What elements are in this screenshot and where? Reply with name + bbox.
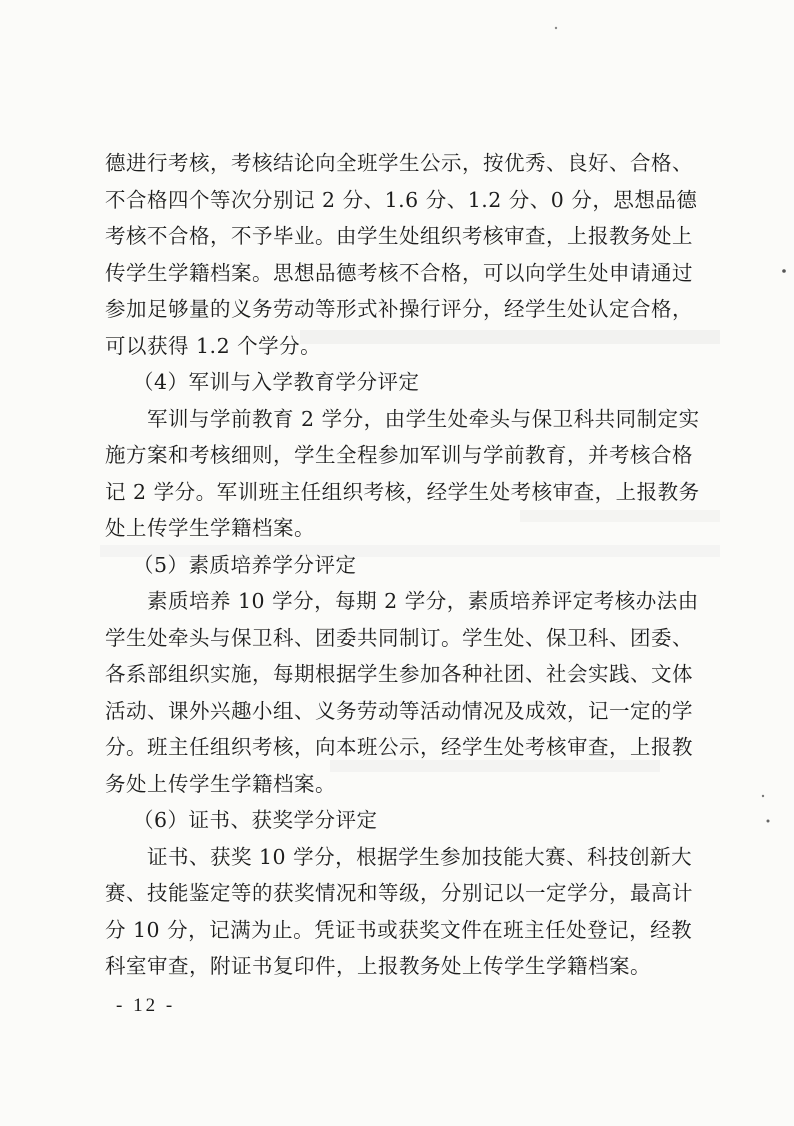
text-line: 可以获得 1.2 个学分。: [105, 333, 322, 358]
text-line: 赛、技能鉴定等的获奖情况和等级，分别记以一定学分，最高计: [105, 881, 693, 905]
text-line: 素质培养 10 学分，每期 2 学分，素质培养评定考核办法由: [147, 589, 699, 613]
text-line: 军训与学前教育 2 学分，由学生处牵头与保卫科共同制定实: [147, 406, 700, 431]
text-line: 施方案和考核细则，学生全程参加军训与学前教育，并考核合格: [105, 443, 693, 467]
text-line: 务处上传学生学籍档案。: [105, 771, 336, 796]
section-heading-6: （6）证书、获奖学分评定: [133, 808, 378, 832]
text-line: 证书、获奖 10 学分，根据学生参加技能大赛、科技创新大: [147, 844, 693, 869]
text-line: 考核不合格，不予毕业。由学生处组织考核审查，上报教务处上: [105, 224, 693, 248]
text-line: 记 2 学分。军训班主任组织考核，经学生处考核审查，上报教务: [105, 479, 700, 504]
page-number: - 12 -: [116, 995, 176, 1016]
text-line: 处上传学生学籍档案。: [105, 516, 315, 540]
body-text: [105, 145, 705, 985]
section-heading-4: （4）军训与入学教育学分评定: [133, 370, 420, 394]
text-line: 各系部组织实施，每期根据学生参加各种社团、社会实践、文体: [105, 662, 693, 686]
text-line: 活动、课外兴趣小组、义务劳动等活动情况及成效，记一定的学: [105, 698, 693, 723]
text-line: 传学生学籍档案。思想品德考核不合格，可以向学生处申请通过: [105, 260, 693, 285]
text-line: 学生处牵头与保卫科、团委共同制订。学生处、保卫科、团委、: [105, 625, 693, 650]
text-line: 分 10 分，记满为止。凭证书或获奖文件在班主任处登记，经教: [105, 917, 693, 942]
text-line: 参加足够量的义务劳动等形式补操行评分，经学生处认定合格，: [105, 297, 693, 321]
text-line: 德进行考核，考核结论向全班学生公示，按优秀、良好、合格、: [105, 151, 693, 175]
text-line: 科室审查，附证书复印件，上报教务处上传学生学籍档案。: [105, 954, 651, 978]
section-heading-5: （5）素质培养学分评定: [133, 552, 357, 577]
text-line: 不合格四个等次分别记 2 分、1.6 分、1.2 分、0 分，思想品德: [105, 187, 698, 212]
text-line: 分。班主任组织考核，向本班公示，经学生处考核审查，上报教: [105, 735, 693, 759]
